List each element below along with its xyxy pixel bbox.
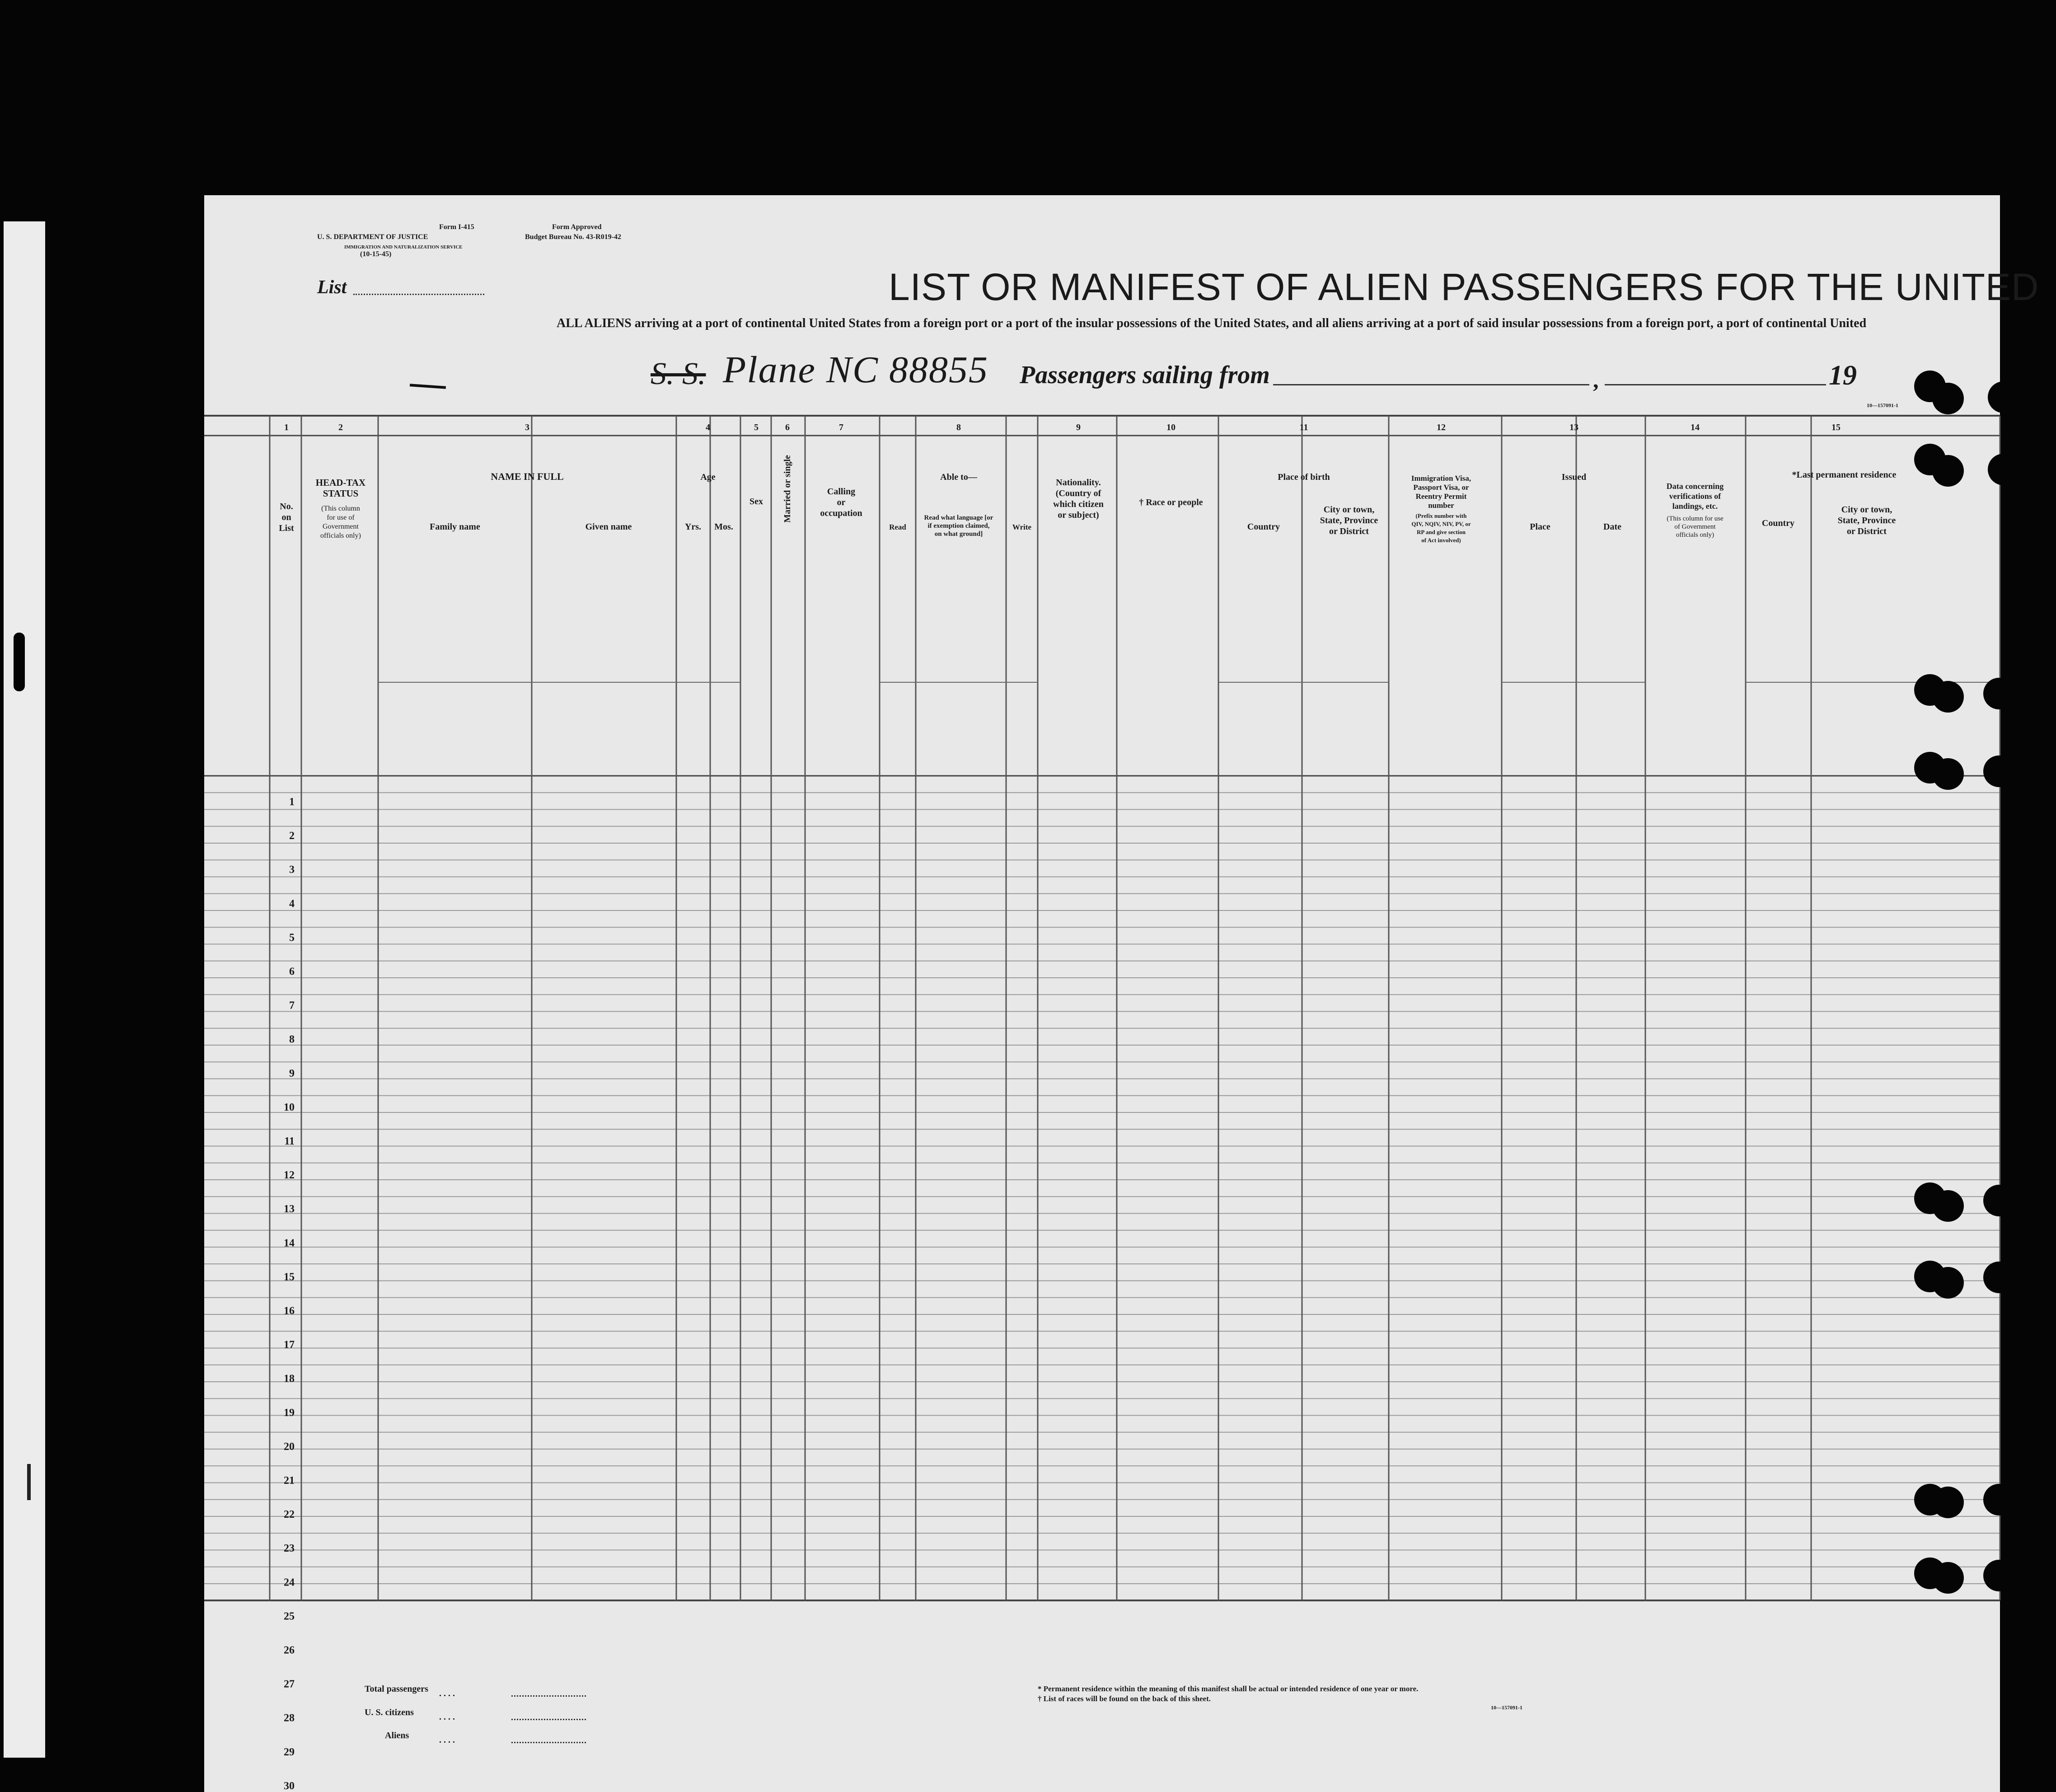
header-visa: number (1428, 501, 1454, 510)
row-number: 18 (284, 1373, 295, 1385)
header-calling: or (837, 497, 846, 507)
header-no-on-list: on (281, 512, 291, 522)
punch-hole (1983, 1484, 2015, 1515)
header-read-what: Read what language [or (924, 514, 993, 521)
header-visa-note: QIV, NQIV, NIV, PV, or (1411, 521, 1471, 527)
header-issued-place: Place (1530, 522, 1550, 532)
header-age: Age (700, 472, 716, 482)
form-identification (317, 223, 837, 277)
row-number: 26 (284, 1644, 295, 1656)
col-number: 2 (338, 422, 343, 432)
header-read-what: if exemption claimed, (927, 522, 990, 530)
list-label: List (317, 277, 347, 298)
form-date: (10-15-45) (360, 250, 392, 258)
header-birth-country: Country (1247, 522, 1280, 532)
row-number: 30 (284, 1780, 295, 1792)
header-months: Mos. (714, 522, 733, 532)
sailing-from-field[interactable] (1273, 384, 1589, 385)
punch-hole (1983, 678, 2015, 709)
header-data-concerning: Data concerning (1666, 482, 1724, 491)
row-number: 2 (289, 830, 295, 842)
row-number: 9 (289, 1067, 295, 1079)
header-able-to: Able to— (940, 472, 977, 482)
col-number: 13 (1569, 422, 1578, 432)
punch-hole (1932, 758, 1964, 790)
page-title: LIST OR MANIFEST OF ALIEN PASSENGERS FOR THE UNITED (889, 266, 2039, 308)
header-data-concerning: landings, etc. (1672, 502, 1718, 511)
header-issued-date: Date (1603, 522, 1621, 532)
row-number: 24 (284, 1576, 295, 1589)
dots: . . . . (439, 1689, 455, 1698)
sailing-from-label: Passengers sailing from (1020, 361, 1270, 389)
header-no-on-list: List (279, 523, 294, 533)
row-number: 15 (284, 1271, 295, 1283)
row-number: 3 (289, 864, 295, 876)
header-data-note: officials only) (1676, 531, 1714, 539)
punch-hole (1988, 381, 2019, 413)
punch-hole (1988, 454, 2019, 485)
row-number: 16 (284, 1305, 295, 1317)
header-data-note: of Government (1674, 523, 1716, 530)
col-number: 10 (1166, 422, 1176, 432)
header-family-name: Family name (430, 522, 480, 532)
punch-hole (1932, 1487, 1964, 1518)
row-number: 4 (289, 898, 295, 910)
col-number: 15 (1831, 422, 1841, 432)
header-write: Write (1012, 523, 1032, 531)
page-subtitle: ALL ALIENS arriving at a port of continental United States from a foreign port or a port of the insular possessions of the United States, and all aliens arriving at a port of said insular possessions from a foreign port, a port of continental United (557, 316, 1867, 330)
us-citizens-field[interactable] (511, 1719, 586, 1720)
col-number: 11 (1299, 422, 1308, 432)
header-visa-note: (Prefix number with (1415, 512, 1467, 519)
note-races: † List of races will be found on the back of this sheet. (1038, 1694, 1211, 1703)
list-number-field[interactable] (353, 294, 484, 295)
row-number: 20 (284, 1440, 295, 1453)
row-number: 27 (284, 1678, 295, 1690)
col-number: 14 (1691, 422, 1700, 432)
header-years: Yrs. (684, 522, 702, 532)
header-read-what: on what ground] (934, 530, 983, 538)
header-nationality: or subject) (1058, 510, 1099, 520)
pen-mark (410, 384, 446, 389)
header-visa-note: of Act involved) (1421, 537, 1461, 544)
row-number: 22 (284, 1509, 295, 1521)
col-number: 3 (525, 422, 529, 432)
header-residence-city: or District (1847, 526, 1887, 536)
header-residence-country: Country (1761, 518, 1795, 528)
row-number: 14 (284, 1237, 295, 1249)
header-visa: Passport Visa, or (1413, 483, 1469, 492)
us-citizens-label: U. S. citizens (365, 1708, 414, 1717)
punch-hole (1932, 1267, 1964, 1299)
header-residence-city: City or town, (1841, 505, 1892, 515)
header-head-tax-note: (This column (321, 505, 360, 512)
header-birth-city: or District (1329, 526, 1369, 536)
punch-hole (1932, 455, 1964, 487)
row-number: 8 (289, 1033, 295, 1046)
header-sex: Sex (749, 497, 763, 507)
header-calling: occupation (820, 508, 862, 518)
punch-hole (1983, 1560, 2015, 1591)
punch-hole (1932, 1562, 1964, 1594)
department: U. S. DEPARTMENT OF JUSTICE (317, 233, 428, 241)
form-approved: Form Approved (552, 223, 602, 231)
header-head-tax: STATUS (323, 488, 359, 499)
total-passengers-label: Total passengers (365, 1684, 428, 1694)
row-number: 17 (284, 1339, 295, 1351)
total-passengers-field[interactable] (511, 1695, 586, 1697)
col-number: 12 (1437, 422, 1446, 432)
header-race: † Race or people (1139, 497, 1203, 507)
aliens-label: Aliens (385, 1731, 409, 1740)
print-code: 10—157091-1 (1867, 402, 1898, 408)
service: IMMIGRATION AND NATURALIZATION SERVICE (344, 244, 463, 250)
col-number: 8 (956, 422, 961, 432)
header-issued: Issued (1561, 472, 1587, 482)
row-number: 21 (284, 1475, 295, 1487)
budget-bureau: Budget Bureau No. 43-R019-42 (525, 233, 622, 241)
punch-hole (1932, 681, 1964, 713)
header-nationality: which citizen (1053, 499, 1104, 509)
col-number: 4 (706, 422, 710, 432)
row-number: 29 (284, 1746, 295, 1758)
row-number: 10 (284, 1101, 295, 1113)
header-head-tax: HEAD-TAX (315, 477, 366, 488)
header-head-tax-note: for use of (327, 514, 355, 521)
header-last-residence: *Last permanent residence (1792, 470, 1897, 480)
header-place-of-birth: Place of birth (1278, 472, 1330, 482)
comma: , (1593, 367, 1599, 393)
row-number: 12 (284, 1169, 295, 1182)
header-residence-city: State, Province (1837, 516, 1896, 525)
row-number: 13 (284, 1203, 295, 1215)
row-number: 28 (284, 1712, 295, 1724)
header-given-name: Given name (585, 522, 632, 532)
row-number: 19 (284, 1407, 295, 1419)
col-number: 5 (754, 422, 759, 432)
col-number: 9 (1076, 422, 1081, 432)
header-data-concerning: verifications of (1669, 492, 1721, 501)
header-birth-city: City or town, (1323, 505, 1375, 515)
punch-hole (1983, 1262, 2015, 1293)
punch-hole (1932, 383, 1964, 414)
dots: . . . . (439, 1712, 455, 1722)
header-birth-city: State, Province (1320, 516, 1378, 525)
header-data-note: (This column for use (1667, 515, 1723, 522)
header-head-tax-note: Government (323, 523, 359, 530)
vessel-name[interactable]: Plane NC 88855 (723, 349, 988, 391)
header-calling: Calling (827, 487, 856, 497)
dots: . . . . (439, 1735, 455, 1745)
header-visa: Reentry Permit (1415, 492, 1467, 501)
scan-mark (27, 1464, 31, 1500)
header-head-tax-note: officials only) (320, 532, 361, 539)
header-nationality: Nationality. (1056, 478, 1101, 488)
print-code: 10—157091-1 (1491, 1704, 1522, 1711)
scan-mark (14, 633, 25, 691)
header-visa-note: RP and give section (1417, 529, 1466, 535)
aliens-field[interactable] (511, 1742, 586, 1743)
year-prefix: 19 (1829, 360, 1857, 391)
row-number: 6 (289, 966, 295, 978)
col-number: 7 (839, 422, 843, 432)
row-number: 1 (289, 796, 295, 808)
header-married-or-single: Married or single (782, 455, 792, 523)
row-number: 23 (284, 1543, 295, 1555)
col-number: 1 (284, 422, 289, 432)
header-read: Read (889, 523, 906, 531)
header-name-in-full: NAME IN FULL (491, 471, 564, 482)
punch-hole (1932, 1190, 1964, 1222)
header-nationality: (Country of (1055, 488, 1101, 498)
row-number: 25 (284, 1610, 295, 1623)
form-number: Form I-415 (439, 223, 474, 231)
row-number: 11 (284, 1135, 295, 1147)
col-number: 6 (785, 422, 790, 432)
punch-hole (1983, 1185, 2015, 1216)
header-visa: Immigration Visa, (1411, 474, 1471, 483)
row-number: 5 (289, 932, 295, 944)
header-no-on-list: No. (280, 502, 293, 511)
ss-label: S. S. (651, 357, 706, 391)
note-residence: * Permanent residence within the meaning of this manifest shall be actual or intended residence of one year or more. (1038, 1684, 1419, 1693)
sailing-date-field[interactable] (1605, 384, 1826, 385)
row-number: 7 (289, 999, 295, 1012)
manifest-page (204, 195, 2039, 1792)
adjacent-page-edge (4, 221, 45, 1758)
punch-hole (1983, 755, 2015, 787)
